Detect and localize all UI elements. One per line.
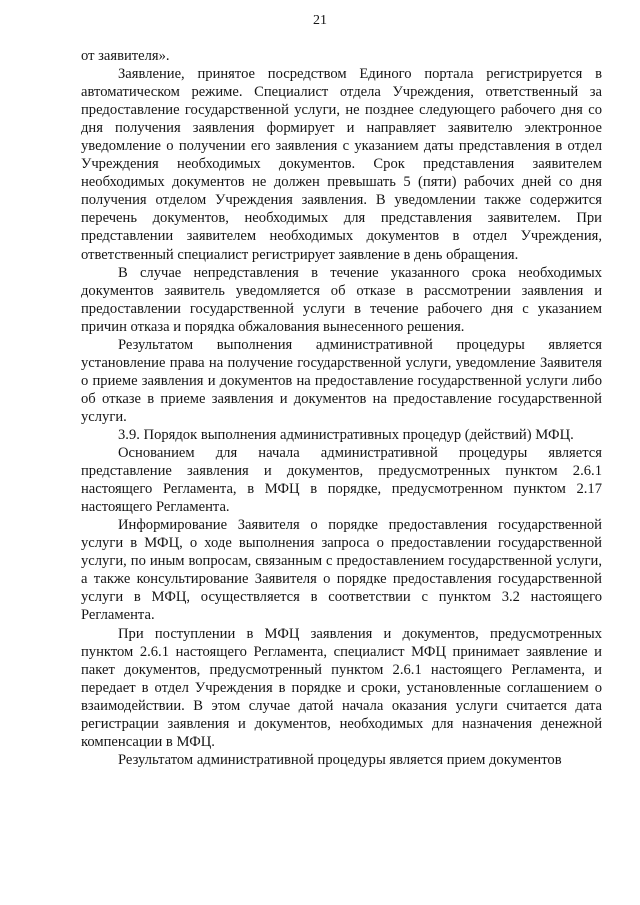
paragraph: В случае непредставления в течение указанного срока необходимых документов заявитель уведомляется об отказе в рассмотрении заявления и предоставлении государственной услуги в течение рабочего дня с указанием причин отказа и порядка обжалования вынесенного решения. [81,264,602,335]
paragraph: Заявление, принятое посредством Единого портала регистрируется в автоматическом режиме. Специалист отдела Учреждения, ответственный за предоставление государственной услуги, не позднее следующего рабочего дня со дня получения заявления формирует и направляет заявителю электронное уведомление о получении его заявления с указанием даты представления в отдел Учреждения необходимых документов. Срок представления заявителем необходимых документов не должен превышать 5 (пяти) рабочих дней со дня получения отделом Учреждения заявления. В уведомлении также содержится перечень документов, необходимых для представления заявителем. При представлении заявителем необходимых документов в отдел Учреждения, ответственный специалист регистрирует заявление в день обращения. [81,66,602,263]
paragraph: от заявителя». [81,48,170,64]
document-body [81,47,602,769]
paragraph: Основанием для начала административной процедуры является представление заявления и документов, предусмотренных пунктом 2.6.1 настоящего Регламента, в МФЦ в порядке, предусмотренном пунктом 2.17 настоящего Регламента. [81,445,602,516]
page-number: 21 [313,13,327,28]
paragraph: Информирование Заявителя о порядке предоставления государственной услуги в МФЦ, о ходе выполнения запроса о предоставлении государственной услуги, по иным вопросам, связанным с предоставлением государственной услуги, а также консультирование Заявителя о порядке предоставления государственной услуги в МФЦ, осуществляется в соответствии с пунктом 3.2 настоящего Регламента. [81,517,602,624]
paragraph: При поступлении в МФЦ заявления и документов, предусмотренных пунктом 2.6.1 настоящего Регламента, специалист МФЦ принимает заявление и пакет документов, предусмотренный пунктом 2.6.1 настоящего Регламента, и передает в отдел Учреждения в порядке и сроки, установленные соглашением о взаимодействии. В этом случае датой начала оказания услуги считается дата регистрации заявления и документов, необходимых для назначения денежной компенсации в МФЦ. [81,625,602,750]
section-heading: 3.9. Порядок выполнения административных процедур (действий) МФЦ. [118,426,574,443]
paragraph: Результатом административной процедуры является прием документов [118,751,562,768]
paragraph: Результатом выполнения административной процедуры является установление права на получение государственной услуги, уведомление Заявителя о приеме заявления и документов на предоставление государственной услуги либо об отказе в приеме заявления и документов на предоставление государственной услуги. [81,336,602,425]
